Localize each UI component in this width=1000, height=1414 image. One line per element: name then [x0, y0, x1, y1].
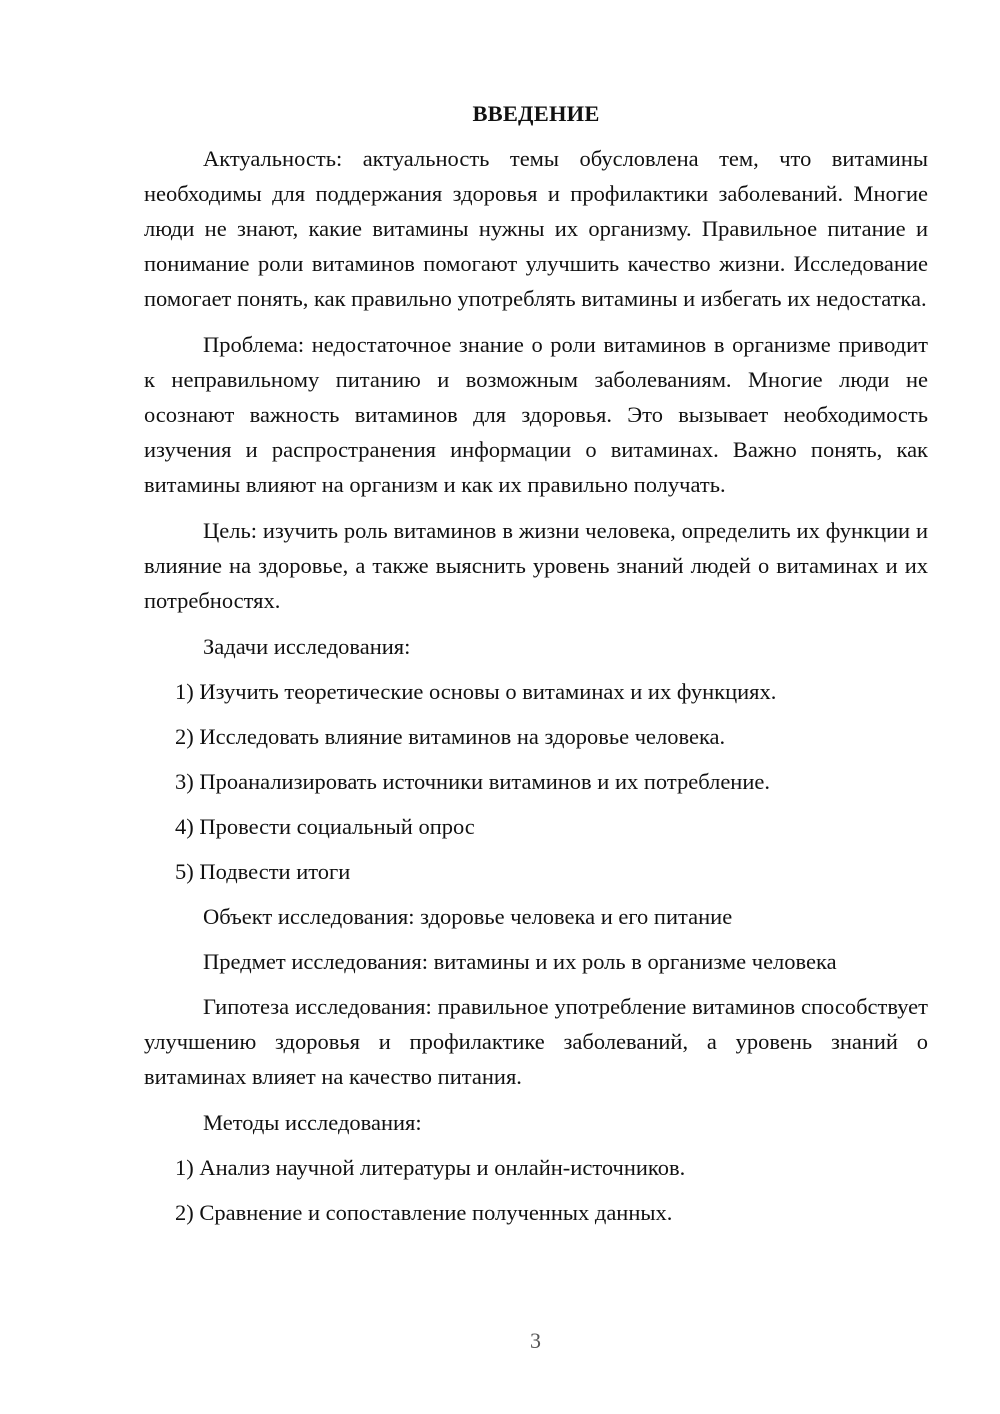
object-line: Объект исследования: здоровье человека и его питание	[203, 904, 733, 929]
hypothesis-paragraph: Гипотеза исследования: правильное употребление витаминов способствует улучшению здоровья и профилактике заболеваний, а уровень знаний о витаминах влияет на качество питания.	[144, 994, 928, 1089]
list-item: 2) Исследовать влияние витаминов на здоровье человека.	[175, 724, 726, 749]
list-item: 1) Анализ научной литературы и онлайн-источников.	[175, 1155, 686, 1180]
methods-title: Методы исследования:	[203, 1110, 422, 1135]
page-number: 3	[530, 1328, 541, 1353]
tasks-title: Задачи исследования:	[203, 634, 411, 659]
goal-paragraph: Цель: изучить роль витаминов в жизни человека, определить их функции и влияние на здоровье, а также выяснить уровень знаний людей о витаминах и их потребностях.	[144, 518, 928, 613]
document-page	[144, 96, 928, 1240]
list-item: 1) Изучить теоретические основы о витаминах и их функциях.	[175, 679, 777, 704]
methods-list	[144, 1150, 928, 1230]
relevance-paragraph: Актуальность: актуальность темы обусловлена тем, что витамины необходимы для поддержания здоровья и профилактики заболеваний. Многие люди не знают, какие витамины нужны их организму. Правильное питание и понимание роли витаминов помогают улучшить качество жизни. Исследование помогает понять, как правильно употреблять витамины и избегать их недостатка.	[144, 146, 928, 311]
list-item: 5) Подвести итоги	[175, 859, 351, 884]
tasks-list	[144, 674, 928, 889]
section-heading: ВВЕДЕНИЕ	[472, 101, 600, 126]
list-item: 3) Проанализировать источники витаминов и их потребление.	[175, 769, 770, 794]
subject-line: Предмет исследования: витамины и их роль в организме человека	[203, 949, 837, 974]
list-item: 2) Сравнение и сопоставление полученных данных.	[175, 1200, 673, 1225]
list-item: 4) Провести социальный опрос	[175, 814, 475, 839]
problem-paragraph: Проблема: недостаточное знание о роли витаминов в организме приводит к неправильному питанию и возможным заболеваниям. Многие люди не осознают важность витаминов для здоровья. Это вызывает необходимость изучения и распространения информации о витаминах. Важно понять, как витамины влияют на организм и как их правильно получать.	[144, 332, 928, 497]
